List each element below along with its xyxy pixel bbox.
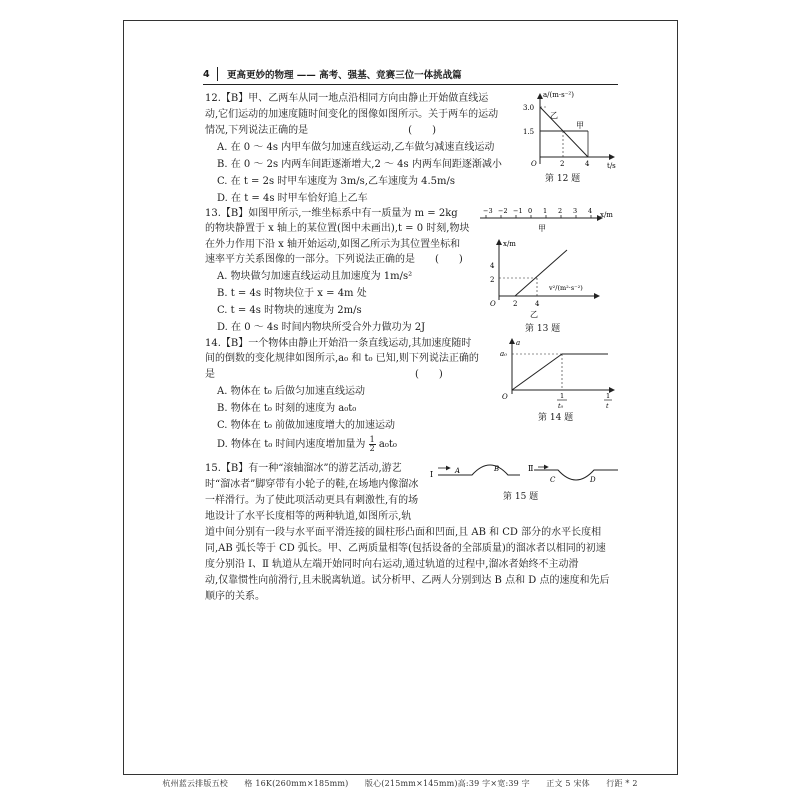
q14-option-d: [217, 436, 397, 453]
q12-y-tick-1-5: 1.5: [523, 128, 535, 136]
q13-option-a: A. 物块做匀加速直线运动且加速度为 1m/s²: [217, 271, 413, 282]
q15-line-8: 动,仅靠惯性向前滑行,且未脱离轨道。试分析甲、乙两人分别到达 B 点和 D 点的速度和先后: [205, 575, 610, 586]
q14-option-d-text: D. 物体在 t₀ 时间内速度增加量为: [217, 439, 366, 450]
q14-frac-num: 1: [369, 435, 375, 444]
q14-option-d-fraction: [369, 436, 376, 453]
q12-option-b: B. 在 0 ～ 2s 内两车间距逐渐增大,2 ～ 4s 内两车间距逐渐减小: [217, 159, 502, 170]
header-divider: [217, 67, 218, 81]
q12-x-tick-4: 4: [585, 160, 590, 168]
q15-line-2: 时“溜冰者”脚穿带有小轮子的鞋,在场地内像溜冰: [205, 479, 419, 490]
q13-line-1: 13.【B】如图甲所示,一维坐标系中有一质量为 m = 2kg: [205, 208, 458, 219]
q14-option-b: B. 物体在 t₀ 时刻的速度为 a₀t₀: [217, 403, 357, 414]
q13-number-line-label: x/m: [600, 211, 613, 219]
q13-x-tick-2: 2: [513, 300, 518, 308]
q13-number-line-tick-label: −1: [513, 207, 523, 215]
q14-line-rise: [512, 354, 562, 390]
q13-option-c: C. t = 4s 时物块的速度为 2m/s: [217, 305, 362, 316]
q12-line-1: 12.【B】甲、乙两车从同一地点沿相同方向由静止开始做直线运: [205, 93, 489, 104]
q13-x-tick-4: 4: [535, 300, 540, 308]
q13-y-tick-2: 2: [490, 276, 495, 284]
q13-graph: [487, 236, 607, 320]
book-title: 更高更妙的物理 —— 高考、强基、竞赛三位一体挑战篇: [227, 70, 462, 81]
q12-label-yi: 乙: [550, 111, 558, 120]
q15-line-7: 度分别沿 Ⅰ、Ⅱ 轨道从左端开始同时向右运动,通过轨道的过程中,溜冰者始终不主动滑: [205, 559, 579, 570]
q15-tracks: [430, 458, 620, 488]
q15-track-2-label: Ⅱ: [528, 464, 534, 473]
q12-label-jia: 甲: [576, 121, 584, 130]
q13-number-line: [478, 204, 618, 234]
q12-option-a: A. 在 0 ～ 4s 内甲车做匀加速直线运动,乙车做匀减速直线运动: [217, 142, 495, 153]
q14-frac-den: 2: [369, 444, 375, 453]
q12-option-d: D. 在 t = 4s 时甲车恰好追上乙车: [217, 193, 368, 204]
q14-line-2: 间的倒数的变化规律如图所示,a₀ 和 t₀ 已知,则下列说法正确的: [205, 353, 479, 364]
running-header: [203, 66, 618, 82]
q14-caption: 第 14 题: [538, 413, 574, 423]
q13-number-line-tick-label: −3: [483, 207, 493, 215]
q15-track-1-label: Ⅰ: [430, 470, 434, 479]
q13-option-b: B. t = 4s 时物块位于 x = 4m 处: [217, 288, 367, 299]
q15-track-2-d: D: [590, 476, 596, 484]
q12-line-2: 动,它们运动的加速度随时间变化的图像如图所示。关于两车的运动: [205, 109, 499, 120]
q15-track-1-convex: [438, 465, 520, 475]
q14-option-c: C. 物体在 t₀ 前做加速度增大的加速运动: [217, 420, 396, 431]
q13-number-line-tick-label: 3: [573, 207, 578, 215]
q12-x-label: t/s: [607, 162, 616, 170]
q15-line-1: 15.【B】有一种“滚轴溜冰”的游艺活动,游艺: [205, 463, 402, 474]
q13-number-line-caption: 甲: [538, 224, 546, 233]
header-rule: [203, 84, 618, 85]
q15-track-2-concave: [534, 470, 618, 480]
q14-y-label: a: [516, 339, 521, 347]
q14-graph: [498, 336, 618, 412]
q14-option-a: A. 物体在 t₀ 后做匀加速直线运动: [217, 386, 365, 397]
q14-x-tick-den: t₀: [558, 402, 564, 410]
q13-origin: O: [490, 300, 496, 308]
q12-line-3: 情况,下列说法正确的是 ( ): [205, 125, 436, 136]
q12-origin: O: [531, 160, 537, 168]
q15-caption: 第 15 题: [503, 492, 539, 502]
q13-x-label: v²/(m²·s⁻²): [549, 284, 583, 292]
q15-track-1-a: A: [455, 467, 461, 475]
q13-number-line-tick-label: 1: [543, 207, 548, 215]
q14-origin: O: [502, 393, 508, 401]
q15-line-6: 同,AB 弧长等于 CD 弧长。甲、乙两质量相等(包括设备的全部质量)的溜冰者以相同的初速: [205, 543, 606, 554]
page-number: 4: [203, 68, 210, 80]
q15-line-4: 地设计了水平长度相等的两种轨道,如图所示,轨: [205, 511, 412, 522]
q14-line-1: 14.【B】一个物体由静止开始沿一条直线运动,其加速度随时: [205, 338, 472, 349]
q13-y-label: x/m: [503, 240, 516, 248]
q15-line-5: 道中间分别有一段与水平面平滑连接的圆柱形凸面和凹面,且 AB 和 CD 部分的水平长度相: [205, 527, 602, 538]
print-spec-footer: 杭州蓝云排版五校 格 16K(260mm×185mm) 版心(215mm×145mm)高:39 字×宽:39 字 正文 5 宋体 行距 * 2: [162, 779, 638, 788]
q13-line-3: 在外力作用下沿 x 轴开始运动,如图乙所示为其位置坐标和: [205, 239, 461, 250]
q13-number-line-tick-label: −2: [498, 207, 508, 215]
q13-number-line-tick-label: 2: [558, 207, 563, 215]
q12-x-tick-2: 2: [560, 160, 565, 168]
q13-graph-sub: 乙: [530, 310, 538, 319]
q12-line-yi: [540, 107, 588, 157]
q15-track-2-c: C: [550, 476, 556, 484]
q13-number-line-tick-label: 0: [528, 207, 533, 215]
q13-line-2: 的物块静置于 x 轴上的某位置(图中未画出),t = 0 时刻,物块: [205, 223, 470, 234]
q15-line-3: 一样滑行。为了使此项活动更具有刺激性,有的场: [205, 495, 419, 506]
q14-option-d-tail: a₀t₀: [378, 439, 397, 450]
q15-line-9: 顺序的关系。: [205, 591, 265, 602]
q13-line-4: 速率平方关系图像的一部分。下列说法正确的是 ( ): [205, 254, 463, 265]
q14-y-tick: a₀: [500, 350, 507, 358]
q15-track-1-b: B: [494, 465, 500, 473]
q14-line-3: 是 ( ): [205, 369, 443, 380]
q12-y-label: a/(m·s⁻²): [543, 91, 574, 99]
q13-number-line-tick-label: 4: [588, 207, 593, 215]
q12-y-tick-3: 3.0: [523, 104, 535, 112]
q12-option-c: C. 在 t = 2s 时甲车速度为 3m/s,乙车速度为 4.5m/s: [217, 176, 456, 187]
q13-y-tick-4: 4: [490, 262, 495, 270]
q14-x-axis-num: 1: [606, 392, 611, 400]
q13-number-line-ticks: [483, 207, 592, 218]
q13-caption: 第 13 题: [525, 324, 561, 334]
q14-x-axis-den: t: [606, 402, 609, 410]
q12-graph: [522, 88, 622, 170]
q13-option-d: D. 在 0 ～ 4s 时间内物块所受合外力做功为 2J: [217, 322, 426, 333]
q14-x-tick-num: 1: [560, 392, 565, 400]
q12-caption: 第 12 题: [545, 174, 581, 184]
